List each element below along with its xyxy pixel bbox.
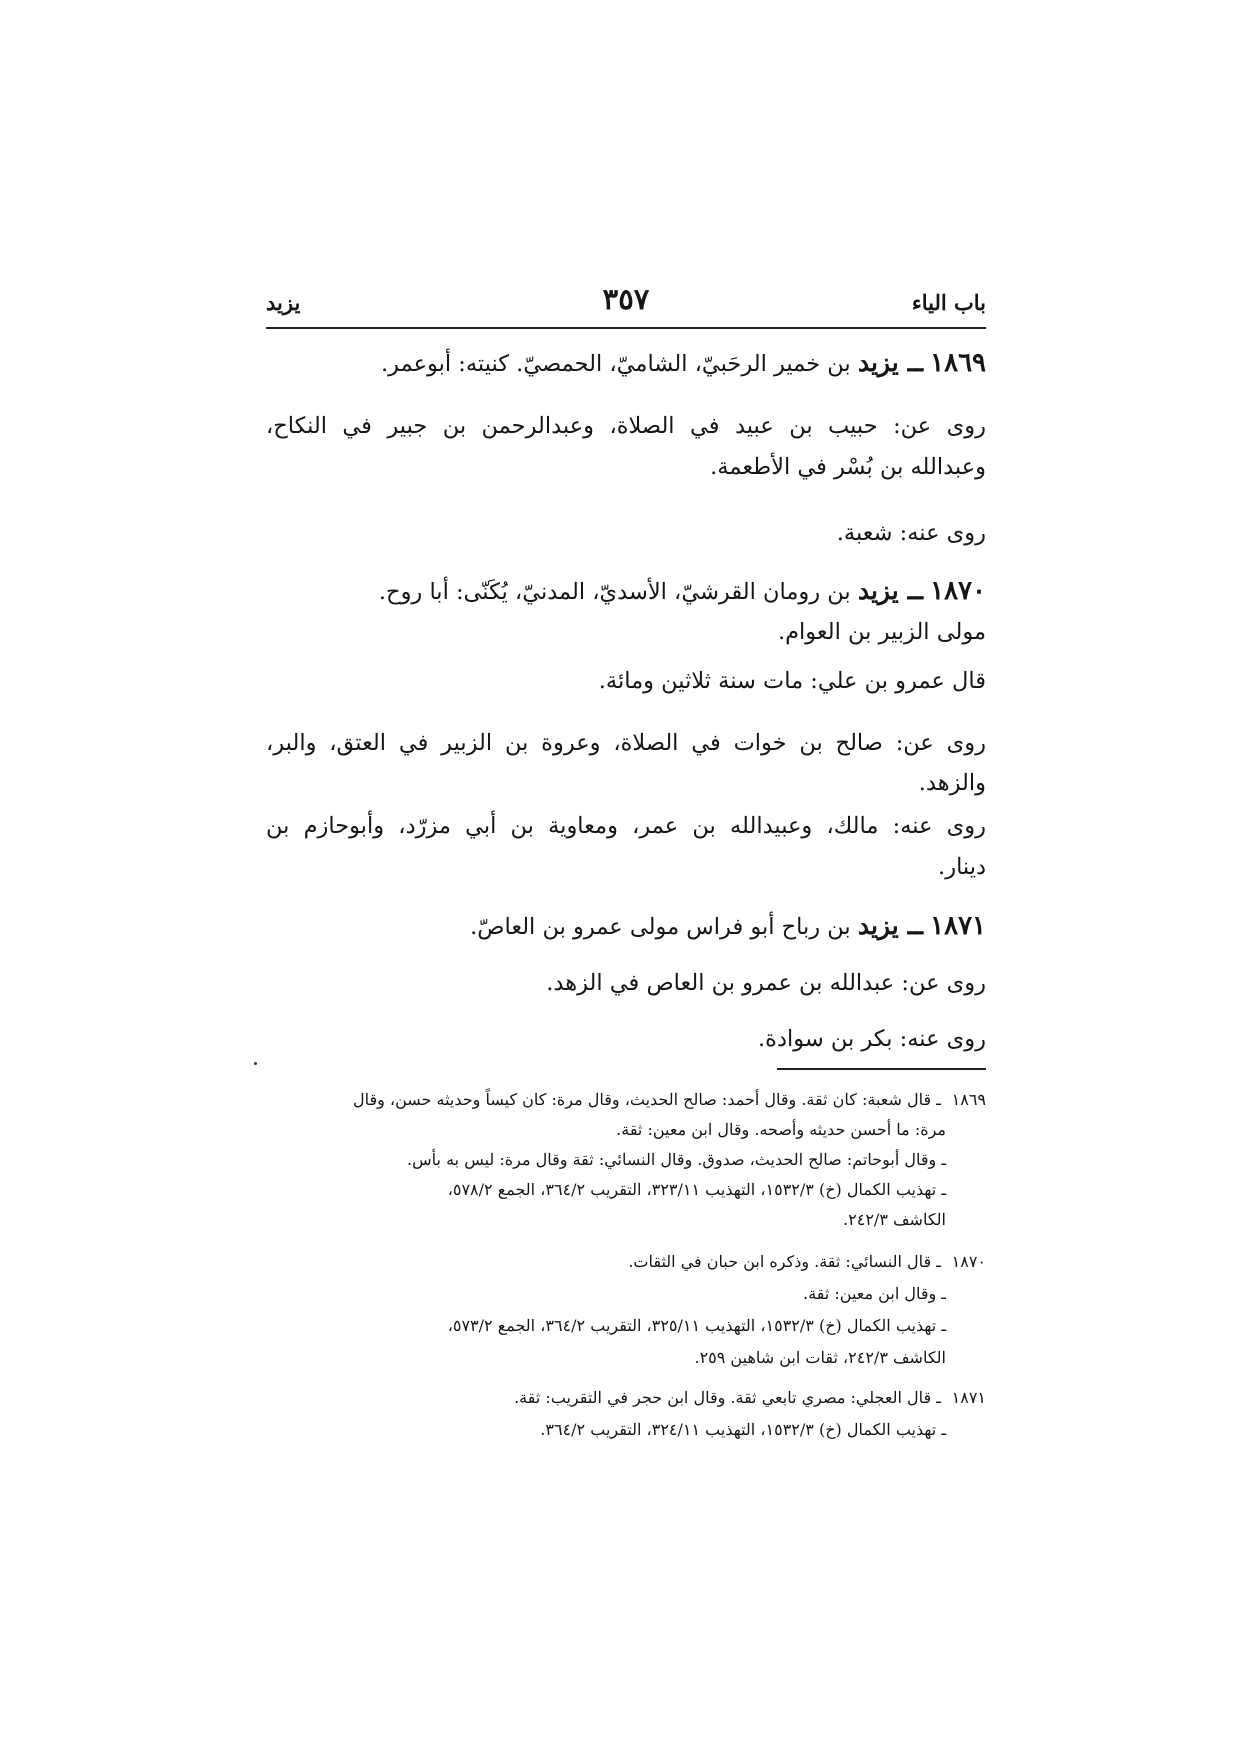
entry-text: روى عنه: بكر بن سوادة.: [758, 1026, 986, 1052]
footnote-text: ـ وقال ابن معين: ثقة.: [803, 1284, 946, 1303]
footnote-text: ـ تهذيب الكمال (خ) ١٥٣٢/٣، التهذيب ٣٢٣/١١، التقريب ٣٦٤/٢، الجمع ٥٧٨/٢،: [447, 1180, 946, 1199]
footnote-line: [266, 1386, 986, 1410]
entry-number: ١٨٦٩: [930, 348, 986, 378]
chapter-title: باب الياء: [911, 290, 986, 315]
footnote-text: ـ قال النسائي: ثقة. وذكره ابن حبان في الثقات.: [628, 1252, 941, 1271]
footnote-number: ١٨٧١: [951, 1388, 986, 1407]
entry-text: بن خمير الرحَبيّ، الشاميّ، الحمصيّ. كنيته: أبوعمر.: [381, 351, 851, 377]
footnote-text: ـ تهذيب الكمال (خ) ١٥٣٢/٣، التهذيب ٣٢٤/١١، التقريب ٣٦٤/٢.: [540, 1420, 946, 1439]
entry-name: يزيد: [857, 911, 899, 940]
entry-text: روى عن: عبدالله بن عمرو بن العاص في الزهد.: [546, 970, 986, 996]
footnote-text: ـ قال شعبة: كان ثقة. وقال أحمد: صالح الحديث، وقال مرة: كان كيساً وحديثه حسن، وقال: [352, 1090, 941, 1109]
footnote-text: ـ وقال أبوحاتم: صالح الحديث، صدوق. وقال النسائي: ثقة وقال مرة: ليس به بأس.: [407, 1150, 946, 1169]
entry-text: قال عمرو بن علي: مات سنة ثلاثين ومائة.: [598, 668, 986, 694]
entry-name: يزيد: [857, 576, 899, 605]
entry-text: روى عنه: مالك، وعبيدالله بن عمر، ومعاوية بن أبي مزرّد، وأبوحازم بن: [266, 813, 986, 839]
entry-text: بن رباح أبو فراس مولى عمرو بن العاصّ.: [470, 914, 851, 940]
entry-text: روى عن: صالح بن خوات في الصلاة، وعروة بن الزبير في العتق، والبر،: [266, 730, 986, 756]
footnote-text: مرة: ما أحسن حديثه وأصحه. وقال ابن معين: ثقة.: [616, 1120, 946, 1139]
footnote-text: ـ قال العجلي: مصري تابعي ثقة. وقال ابن حجر في التقريب: ثقة.: [514, 1388, 941, 1407]
entry-heading: ١٨٧٠ ــ يزيد بن رومان القرشيّ، الأسديّ، المدنيّ، يُكَنّى: أبا روح.: [378, 576, 986, 606]
footnote-separator: [777, 1068, 986, 1070]
entry-text: بن رومان القرشيّ، الأسديّ، المدنيّ، يُكَنّى: أبا روح.: [378, 579, 851, 605]
entry-name: يزيد: [857, 348, 899, 377]
entry-number: ١٨٧١: [930, 911, 986, 941]
print-speck: [254, 1062, 257, 1065]
page-number: ٣٥٧: [602, 282, 650, 316]
entry-text: مولى الزبير بن العوام.: [777, 619, 986, 645]
entry-heading: ١٨٧١ ــ يزيد بن رباح أبو فراس مولى عمرو بن العاصّ.: [470, 911, 986, 941]
entry-text: روى عن: حبيب بن عبيد في الصلاة، وعبدالرحمن بن جبير في النكاح،: [266, 413, 986, 439]
entry-text: وعبدالله بن بُسْر في الأطعمة.: [710, 454, 986, 480]
section-title: يزيد: [266, 290, 301, 315]
footnote-line: [266, 1250, 986, 1274]
footnote-text: ـ تهذيب الكمال (خ) ١٥٣٢/٣، التهذيب ٣٢٥/١١، التقريب ٣٦٤/٢، الجمع ٥٧٣/٢،: [447, 1316, 946, 1335]
footnote-number: ١٨٦٩: [951, 1090, 986, 1109]
entry-heading: ١٨٦٩ ــ يزيد بن خمير الرحَبيّ، الشاميّ، الحمصيّ. كنيته: أبوعمر.: [381, 348, 986, 378]
footnote-number: ١٨٧٠: [951, 1252, 986, 1271]
entry-text: روى عنه: شعبة.: [836, 520, 986, 546]
header-rule: [266, 327, 986, 329]
entry-number: ١٨٧٠: [930, 576, 986, 606]
footnote-text: الكاشف ٢٤٢/٣، ثقات ابن شاهين ٢٥٩.: [694, 1348, 946, 1367]
running-header: [266, 278, 986, 328]
entry-text: دينار.: [938, 854, 986, 880]
footnote-line: [266, 1088, 986, 1112]
entry-text: والزهد.: [918, 770, 986, 796]
footnote-text: الكاشف ٢٤٢/٣.: [843, 1210, 946, 1229]
